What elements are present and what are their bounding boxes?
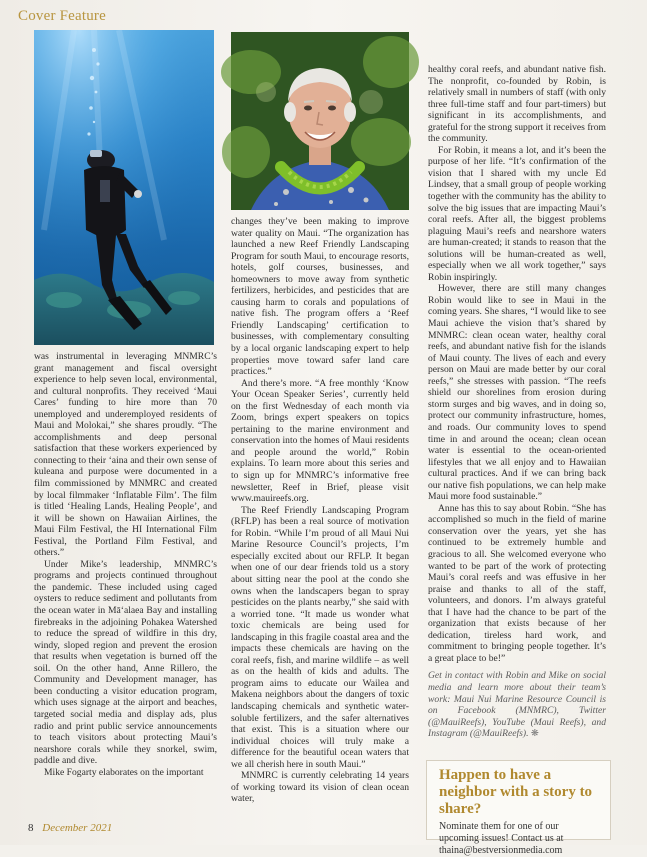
column3-paragraph-3: However, there are still many changes Robin would like to see in Maui in the coming years. She shares, “I would like to see Maui achieve the vision that’s shared by MNMRC: clean ocean water, healthy coral reefs, and abundant native fish for the islands of Maui county. The lives of each and every person on Maui are made better by our coral reefs,” she stresses with passion. “The reefs shield our shorelines from erosion during storm surges and big waves, and in doing so, protect our community infrastructure, homes, and roads. Our community loves to spend time in and around the ocean; clean ocean water is essential to the ocean-oriented lifestyles that we all enjoy and to Hawaiian cultural practices. And if we can bring back our native fish populations, we can help make Maui more food sustainable.” bbox=[428, 283, 606, 503]
column3-paragraph-4: Anne has this to say about Robin. “She has accomplished so much in the field of marine conservation over the years, yet she has continued to be extremely humble and gracious to all. She welcomed everyone who wanted to be part of the work of protecting Maui’s coral reefs and was effusive in her praise and thanks to all of the staff, volunteers, and donors. I’m always grateful that I have had the chance to be part of the organization that exists because of her dedication, tireless hard work, and commitment to bringing people together. It’s a great place to be!” bbox=[428, 502, 606, 664]
callout-body bbox=[439, 821, 600, 857]
article-column-2 bbox=[231, 216, 409, 805]
column1-paragraph-1: was instrumental in leveraging MNMRC’s grant management and fiscal oversight experience to help seven local, environmental, and cultural nonprofits. They received ‘Maui Cares’ funding to hire more than 70 unemployed and underemployed residents of Maui and Molokai,” she shares proudly. “The accomplishments and deep personal satisfaction that these workers experienced by connecting to their ‘aina and their own sense of kuleana and purpose were documented in a film commissioned by MNMRC and created by local filmmaker ‘Inflatable Film’. The film is titled ‘Healing Lands, Healing People’, and it will be shown on Hawaiian Airlines, the Maui Film Festival, the HI International Film Festival, the Portland Film Festival, and others.” bbox=[34, 351, 217, 559]
page-number: 8 bbox=[28, 822, 34, 834]
article-column-3 bbox=[428, 64, 606, 740]
diver-photo bbox=[34, 30, 214, 345]
callout-body-text: Nominate them for one of our upcoming issues! Contact us at bbox=[439, 821, 564, 844]
robin-portrait-photo bbox=[231, 32, 409, 210]
issue-date: December 2021 bbox=[42, 822, 113, 834]
contact-note bbox=[428, 670, 606, 739]
section-tag: Cover Feature bbox=[18, 8, 106, 24]
article-column-1 bbox=[34, 351, 217, 778]
callout-heading: Happen to have a neighbor with a story to share? bbox=[439, 767, 593, 817]
column1-paragraph-2: Under Mike’s leadership, MNMRC’s programs and projects continued throughout the pandemic. These included using caged oysters to reduce sediment and pollutants from the ocean water in Mā‘alaea Bay and installing firebreaks in the adjoining Pohakea Watershed to reduce the spread of wildfire in this dry, windy, sloped region and prevent the erosion that results when vegetation is burned off the soil. On the other hand, Anne Rillero, the Community and Development manager, has been conducting a visitor education program, which uses signage at the airport and beaches, targeted social media and display ads, plus radio and print public service announcements to teach visitors about protecting Maui’s nearshore corals while they snorkel, swim, paddle and dive. bbox=[34, 558, 217, 767]
neighbor-story-callout bbox=[426, 760, 611, 856]
end-mark-icon: ❋ bbox=[530, 728, 539, 740]
column2-paragraph-4: MNMRC is currently celebrating 14 years of working toward its vision of clean ocean water, bbox=[231, 770, 409, 805]
column2-paragraph-1: changes they’ve been making to improve water quality on Maui. “The organization has launched a new Reef Friendly Landscaping Program for south Maui, to encourage resorts, hotels, golf courses, businesses, and homeowners to move away from synthetic fertilizers, herbicides, and pesticides that are causing harm to corals and populations of native fish. The program offers a ‘Reef Friendly Landscaping’ certification to businesses, with complementary consulting by a local organic landscaping expert to help properties move toward safer land care practices.” bbox=[231, 216, 409, 378]
column3-paragraph-1: healthy coral reefs, and abundant native fish. The nonprofit, co-founded by Robin, is relatively small in numbers of staff (with only three full-time staff and four part-timers) but significant in its accomplishments, and grateful for the strong support it receives from the community. bbox=[428, 64, 606, 145]
column2-paragraph-3: The Reef Friendly Landscaping Program (RFLP) has been a real source of motivation for Robin. “While I’m proud of all Maui Nui Marine Resource Council’s projects, I’m especially excited about our RFLP. It began when one of our dear friends told us a story about sitting near the pool at the condo she owns when the landscapers began to spray pesticides on the plants nearby,” she said with a worried tone. “It made us wonder what toxic chemicals are being used for landscaping in this fragile coastal area and the impacts these chemicals are having on the coral reefs, fish, and marine wildlife – as well as on the health of kids and adults. The program aims to educate our Wailea and Makena neighbors about the dangers of toxic landscaping chemicals and synthetic water-soluble fertilizers, and the safer alternatives that exist. This is a situation where our individual choices will truly make a difference for the beautiful ocean waters that we all cherish here in south Maui.” bbox=[231, 504, 409, 770]
contact-note-text: Get in contact with Robin and Mike on social media and learn more about their team’s work: Maui Nui Marine Resource Council is on Facebook (MNMRC), Twitter (@MauiReefs), YouTube (Maui Reefs), and Instagram (@MauiReefs). bbox=[428, 670, 606, 740]
column3-paragraph-2: For Robin, it means a lot, and it’s been the purpose of her life. “It’s confirmation of the vision that I shared with my uncle Ed Lindsey, that a small group of people working together with the community has the ability to solve the big issues that are impacting Maui’s coral reefs. After all, the biggest problems plaguing Maui’s reefs and nearshore waters are human-created; it stands to reason that the solutions will be human-created as well, especially when we all work together,” says Robin inspiringly. bbox=[428, 144, 606, 283]
callout-email: thaina@bestversionmedia.com bbox=[439, 845, 563, 856]
column2-paragraph-2: And there’s more. “A free monthly ‘Know Your Ocean Speaker Series’, currently held on the first Wednesday of each month via Zoom, brings expert speakers on topics pertaining to the marine environment and conservation into the homes of Maui residents and people around the world,” Robin explains. To learn more about this series and to sign up for MNMRC’s informative free newsletter, Reef in Brief, please visit www.mauireefs.org. bbox=[231, 377, 409, 505]
column1-paragraph-3: Mike Fogarty elaborates on the important bbox=[44, 766, 204, 778]
page-folio bbox=[28, 822, 112, 834]
